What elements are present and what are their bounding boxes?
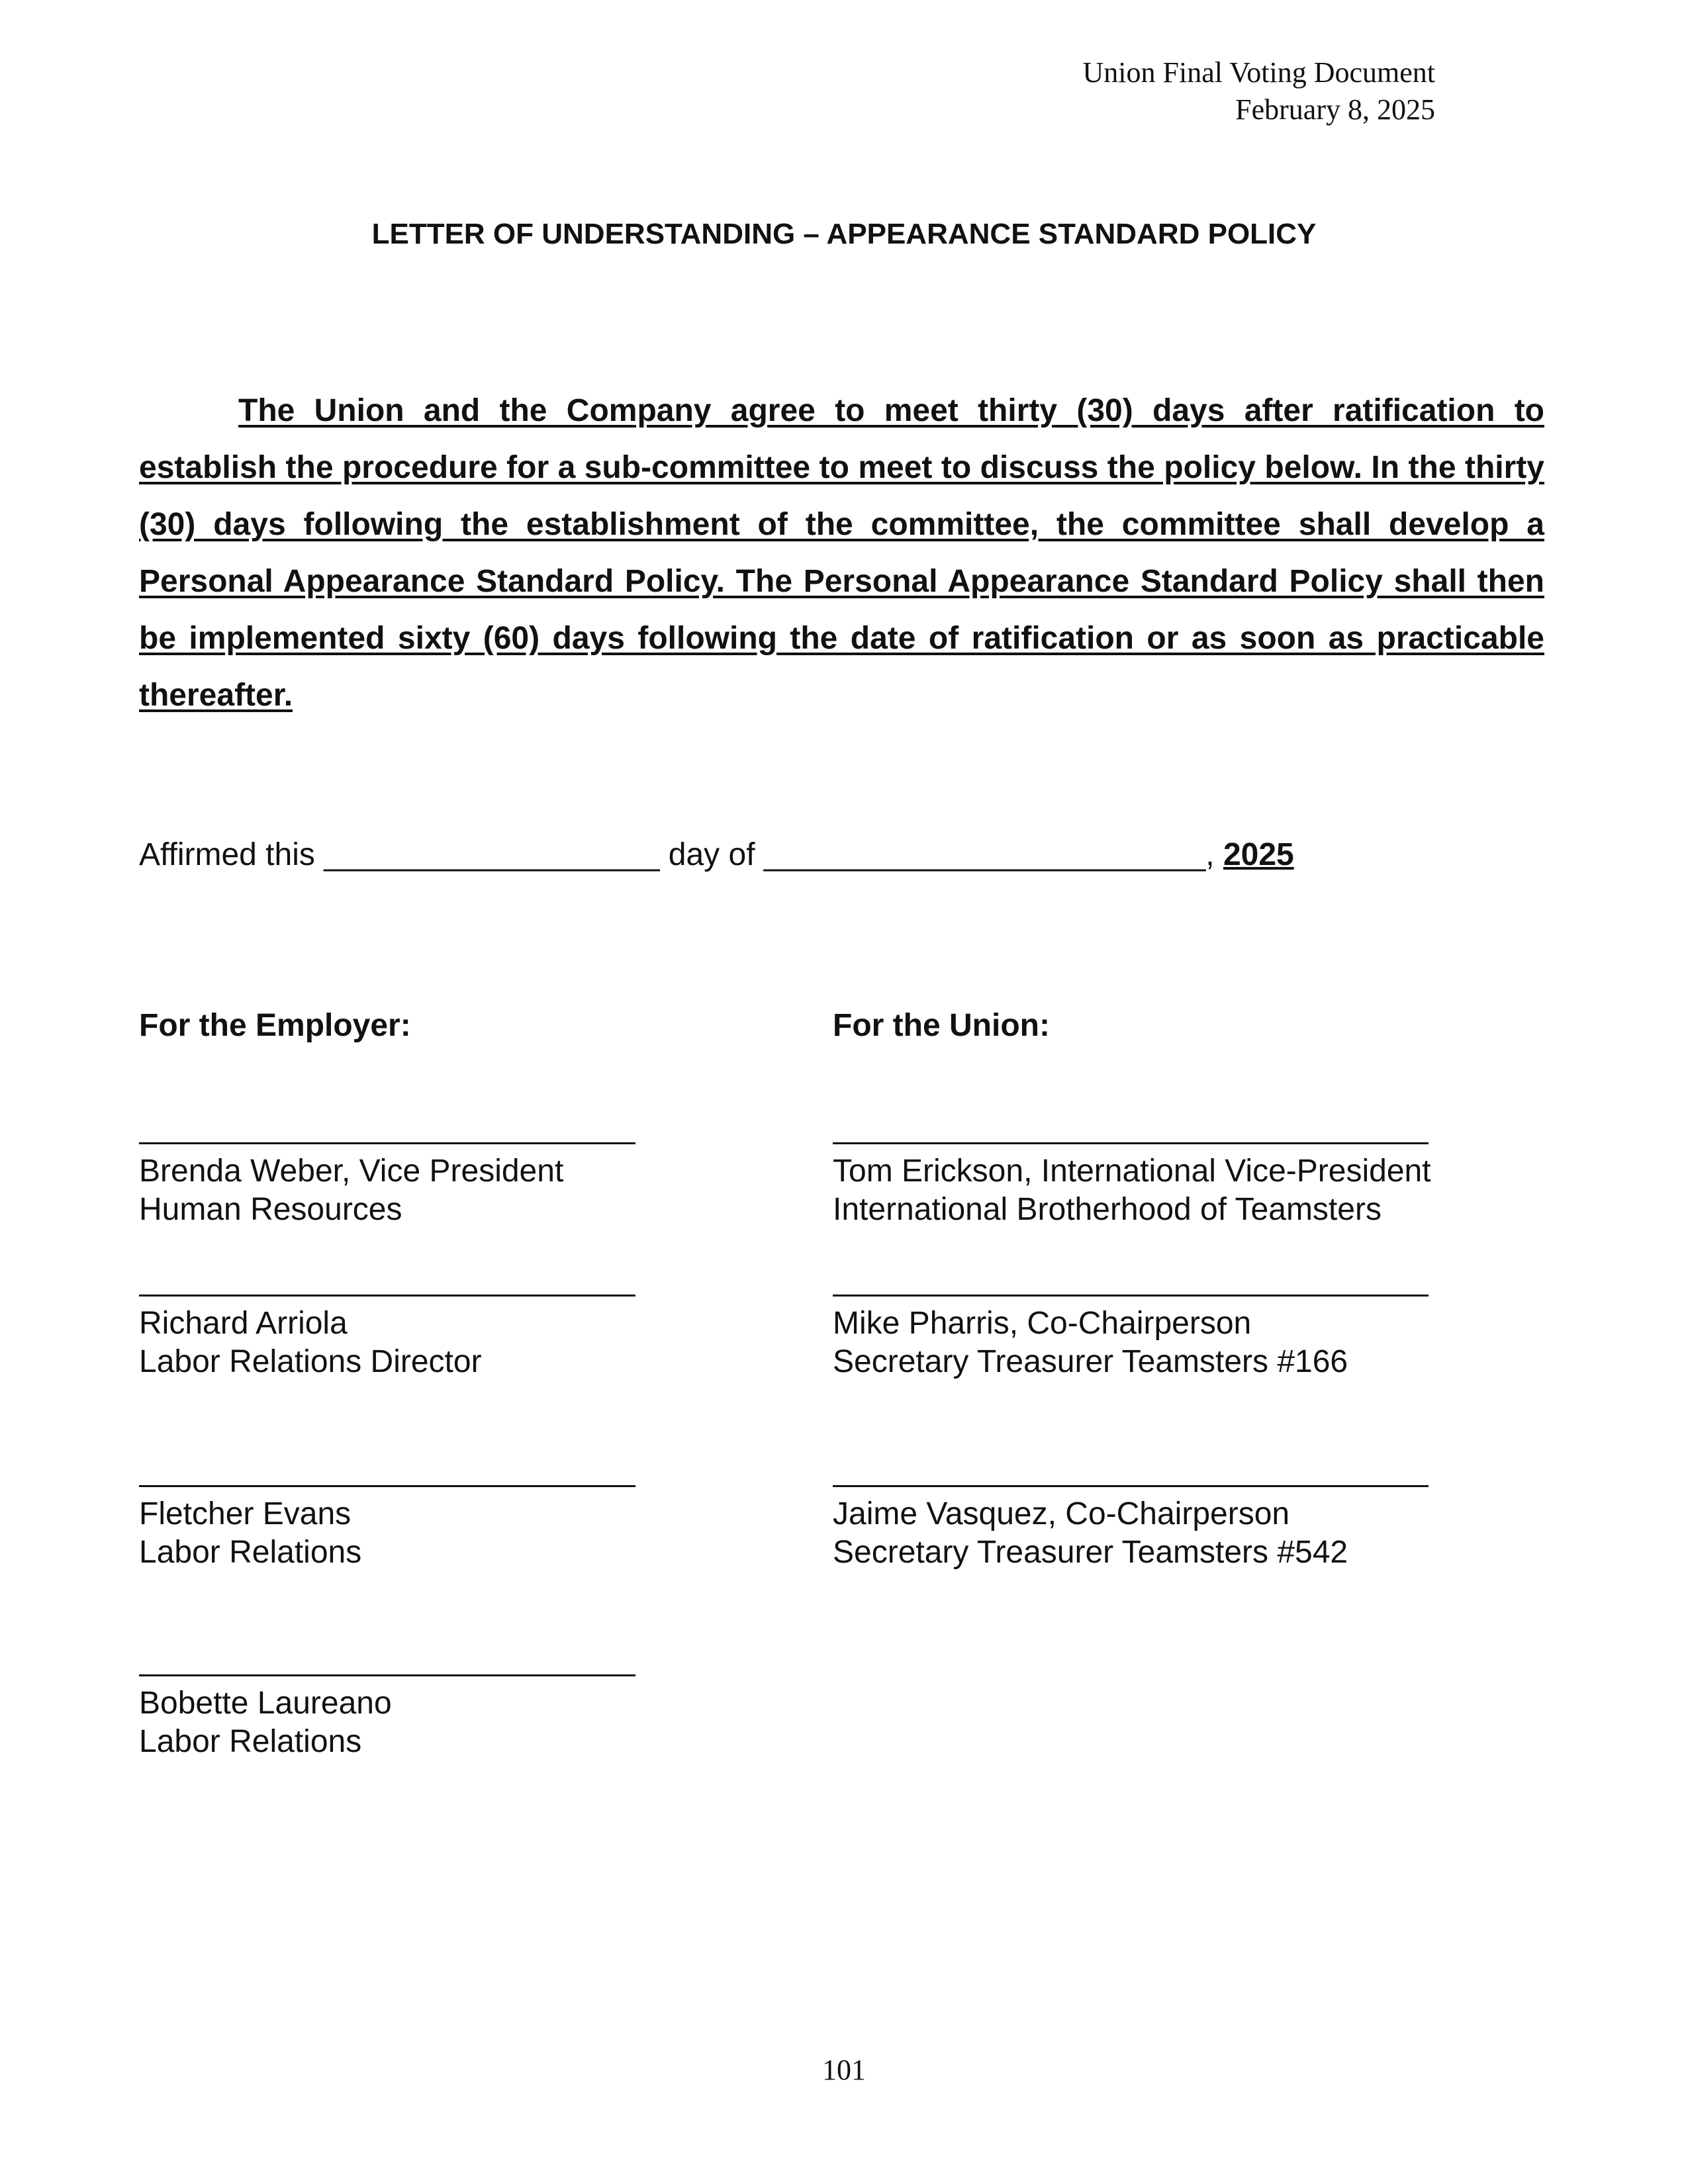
union-heading: For the Union: xyxy=(833,1008,1050,1043)
employer-heading: For the Employer: xyxy=(139,1008,411,1043)
signatory-title: Secretary Treasurer Teamsters #542 xyxy=(833,1535,1348,1570)
employer-signature-block xyxy=(139,1485,635,1572)
signature-line xyxy=(833,1142,1429,1144)
signature-line xyxy=(139,1295,635,1297)
employer-signature-block xyxy=(139,1295,635,1381)
employer-signature-block xyxy=(139,1142,635,1229)
signatory-name: Richard Arriola xyxy=(139,1306,348,1341)
page-number: 101 xyxy=(822,2054,866,2086)
signatory-title: Labor Relations xyxy=(139,1535,362,1570)
signatory-name: Bobette Laureano xyxy=(139,1686,392,1721)
affirmation-month-blank: _________________________, xyxy=(763,837,1215,872)
signatory-name: Mike Pharris, Co-Chairperson xyxy=(833,1306,1252,1341)
signatory-name: Brenda Weber, Vice President xyxy=(139,1154,564,1189)
signatory-title: Secretary Treasurer Teamsters #166 xyxy=(833,1344,1348,1379)
document-header xyxy=(1083,54,1436,128)
affirmation-middle: day of xyxy=(668,837,755,872)
signatory-title: International Brotherhood of Teamsters xyxy=(833,1192,1382,1227)
union-signature-block xyxy=(833,1295,1429,1381)
signatory-name: Jaime Vasquez, Co-Chairperson xyxy=(833,1496,1290,1531)
affirmation-line xyxy=(139,835,1294,875)
body-paragraph: The Union and the Company agree to meet thirty (30) days after ratification to establish the procedure for a sub-committee to meet to discuss the policy below. In the thirty (30) days following the establishment of the committee, the committee shall develop a Personal Appearance Standard Policy. The Personal Appearance Standard Policy shall then be implemented sixty (60) days following the date of ratification or as soon as practicable thereafter. xyxy=(139,393,1544,713)
signature-line xyxy=(139,1674,635,1676)
header-document-status: Union Final Voting Document xyxy=(1082,56,1435,89)
signatory-title: Labor Relations Director xyxy=(139,1344,482,1379)
signatory-name: Tom Erickson, International Vice-President xyxy=(833,1154,1431,1189)
header-date: February 8, 2025 xyxy=(1235,93,1435,126)
affirmation-year: 2025 xyxy=(1223,837,1294,872)
signature-line xyxy=(139,1142,635,1144)
affirmation-prefix: Affirmed this xyxy=(139,837,315,872)
signatory-title: Labor Relations xyxy=(139,1724,362,1759)
document-title: LETTER OF UNDERSTANDING – APPEARANCE STANDARD POLICY xyxy=(371,218,1317,250)
signatory-title: Human Resources xyxy=(139,1192,402,1227)
signature-line xyxy=(139,1485,635,1487)
union-signature-block xyxy=(833,1485,1429,1572)
affirmation-day-blank: ___________________ xyxy=(324,837,660,872)
employer-signature-block xyxy=(139,1674,635,1761)
signature-line xyxy=(833,1295,1429,1297)
signature-line xyxy=(833,1485,1429,1487)
signatory-name: Fletcher Evans xyxy=(139,1496,352,1531)
union-signature-block xyxy=(833,1142,1431,1229)
